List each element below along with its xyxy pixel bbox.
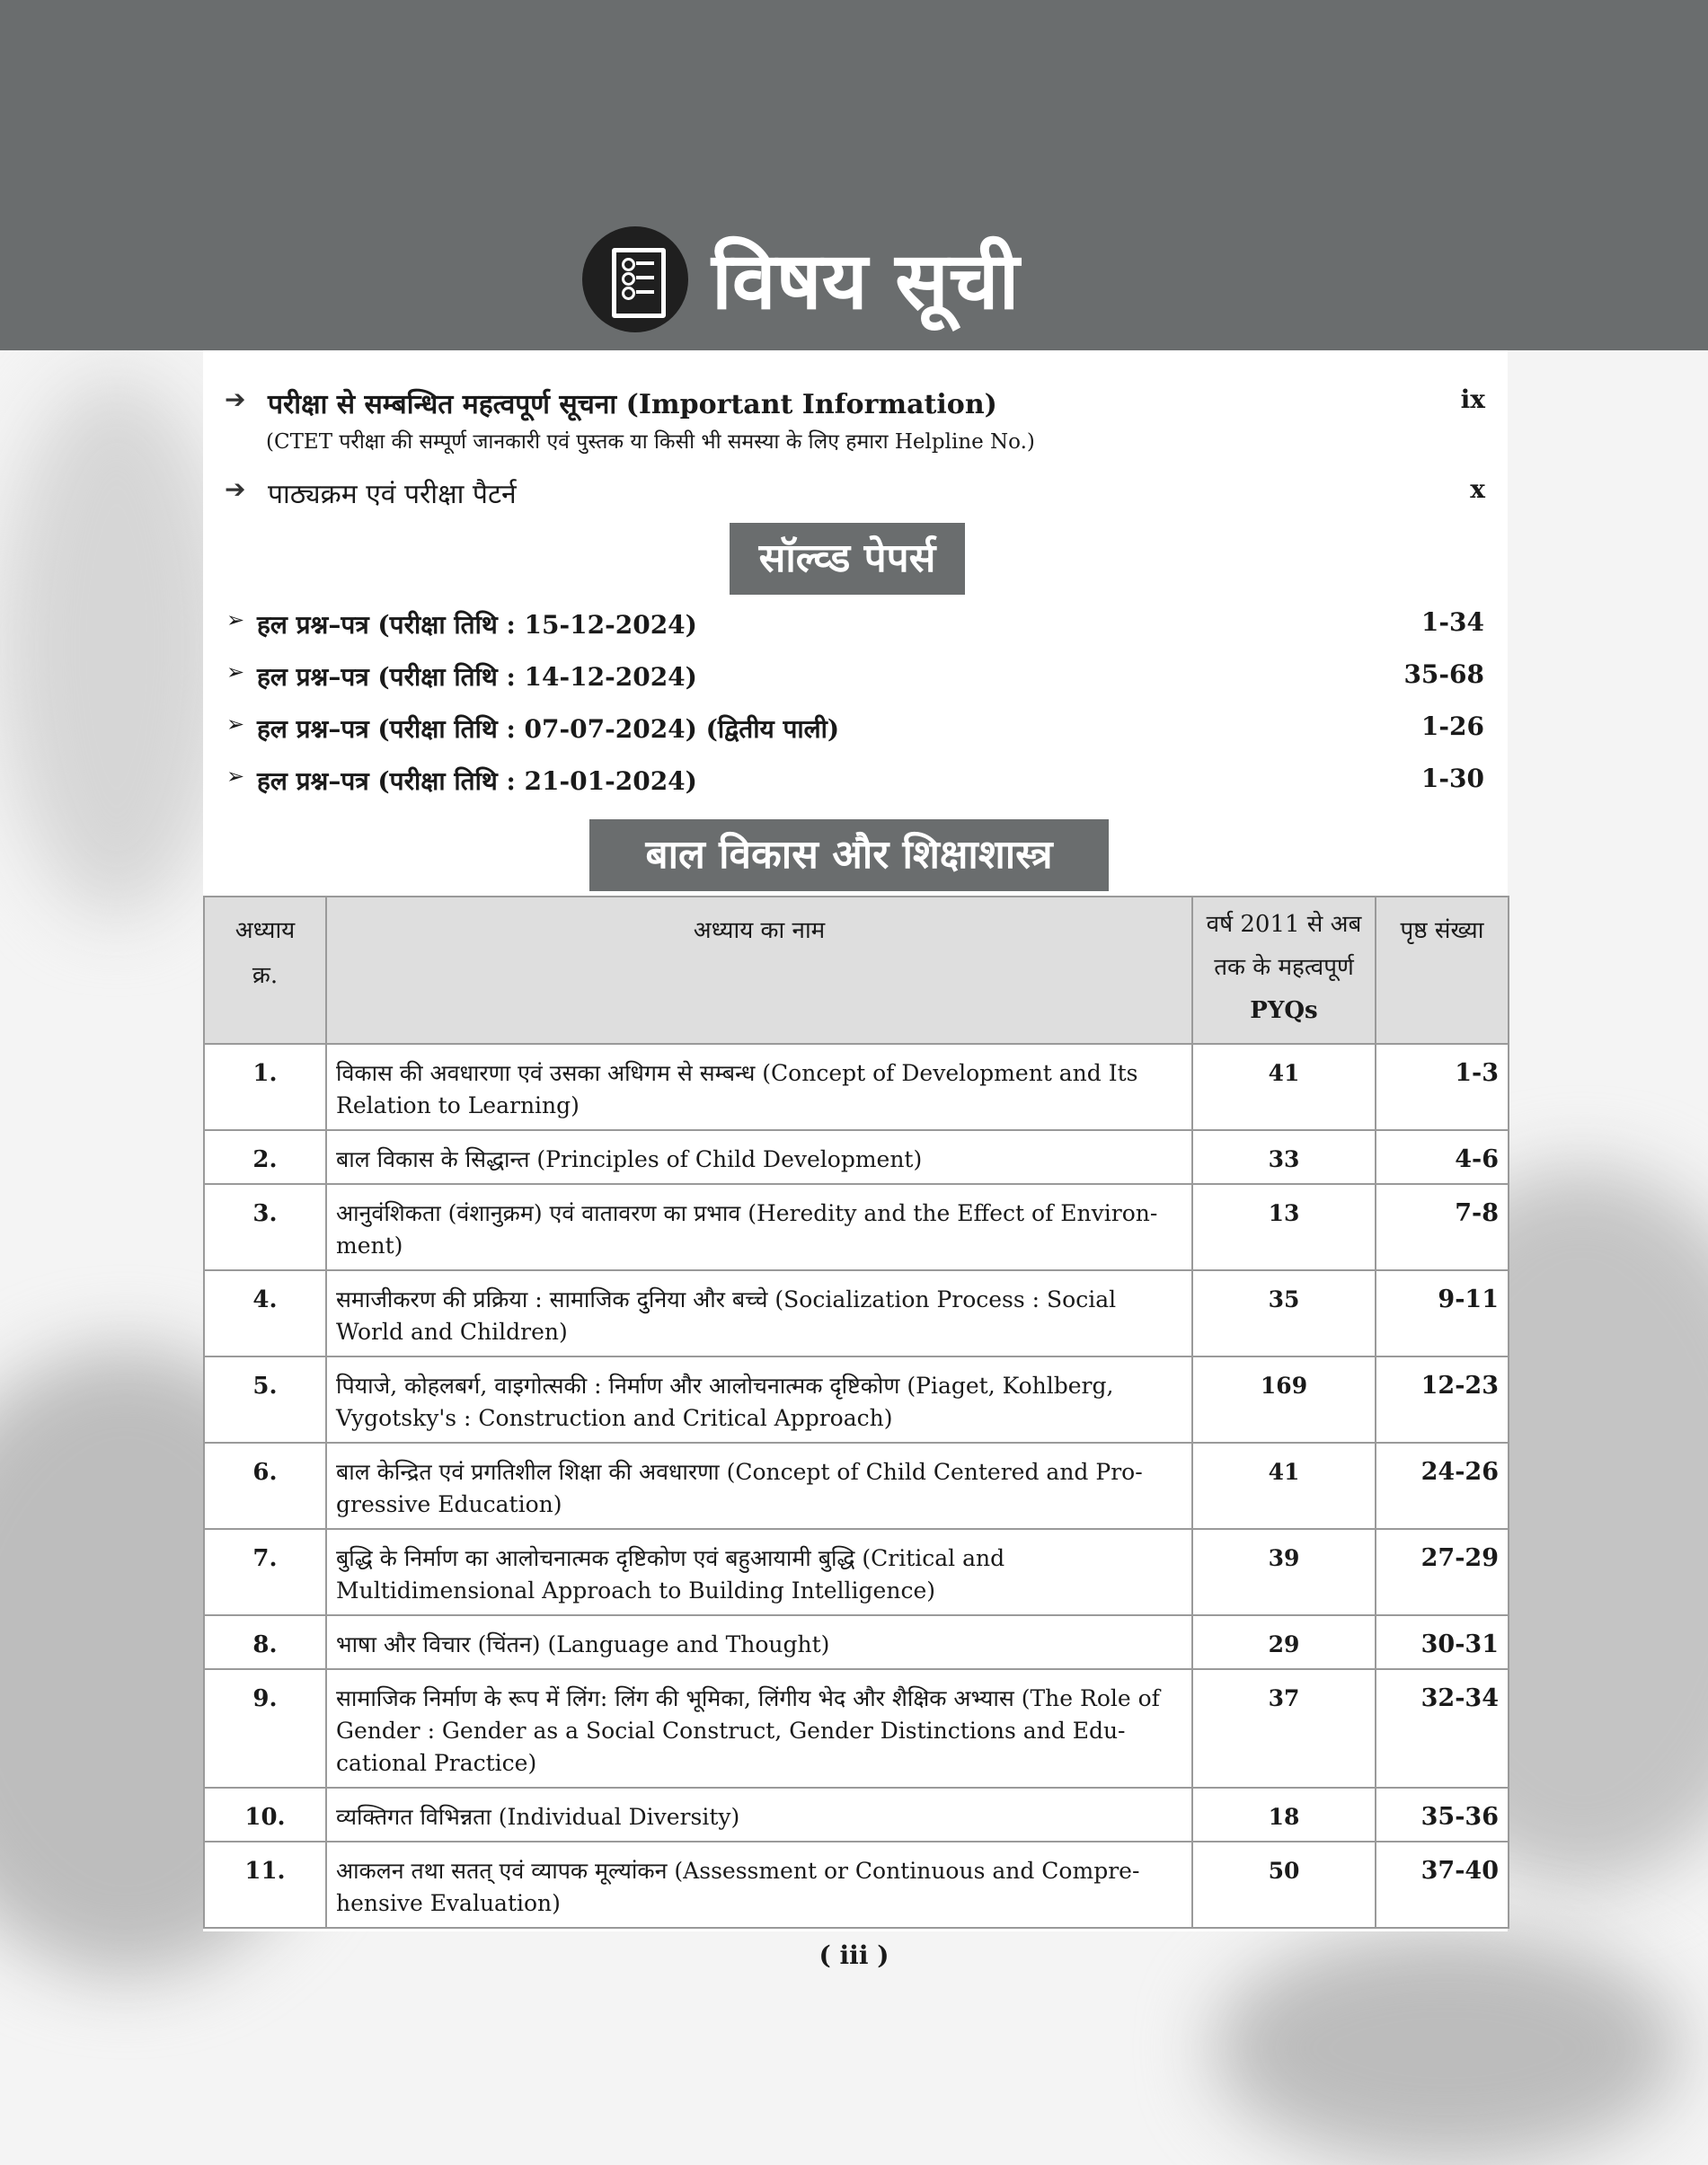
chapter-page: 37-40 xyxy=(1376,1842,1509,1928)
chapter-name: भाषा और विचार (चिंतन) (Language and Thought) xyxy=(326,1615,1192,1669)
triangle-bullet-icon: ➢ xyxy=(226,659,245,685)
chapter-name: समाजीकरण की प्रक्रिया : सामाजिक दुनिया और बच्चे (Socialization Process : Social World and Children) xyxy=(326,1270,1192,1356)
table-header-row xyxy=(204,897,1509,1044)
chapter-page: 9-11 xyxy=(1376,1270,1509,1356)
section-heading: बाल विकास और शिक्षाशास्त्र xyxy=(589,819,1109,891)
info-item-title: परीक्षा से सम्बन्धित महत्वपूर्ण सूचना (Important Information) xyxy=(268,389,997,420)
chapter-page: 30-31 xyxy=(1376,1615,1509,1669)
chapter-pyqs: 41 xyxy=(1192,1044,1376,1130)
chapter-pyqs: 37 xyxy=(1192,1669,1376,1788)
chapter-number: 5. xyxy=(204,1356,326,1443)
chapter-number: 1. xyxy=(204,1044,326,1130)
chapter-page: 35-36 xyxy=(1376,1788,1509,1842)
chapter-number: 6. xyxy=(204,1443,326,1529)
solved-paper-label: हल प्रश्न–पत्र (परीक्षा तिथि : 21-01-2024) xyxy=(257,766,697,796)
chapter-number: 11. xyxy=(204,1842,326,1928)
table-row[interactable] xyxy=(204,1184,1509,1270)
solved-paper-item[interactable] xyxy=(223,764,1484,807)
table-row[interactable] xyxy=(204,1130,1509,1184)
chapter-name: आकलन तथा सतत् एवं व्यापक मूल्यांकन (Assessment or Continuous and Compre-hensive Evaluation) xyxy=(326,1842,1192,1928)
chapter-number: 3. xyxy=(204,1184,326,1270)
solved-paper-item[interactable] xyxy=(223,607,1484,650)
chapter-number: 2. xyxy=(204,1130,326,1184)
info-item-subtitle: (CTET परीक्षा की सम्पूर्ण जानकारी एवं पुस्तक या किसी भी समस्या के लिए हमारा Helpline No.) xyxy=(266,430,1035,454)
solved-paper-page: 1-26 xyxy=(1420,711,1484,741)
chapter-name: व्यक्तिगत विभिन्नता (Individual Diversity) xyxy=(326,1788,1192,1842)
solved-paper-item[interactable] xyxy=(223,711,1484,755)
solved-paper-page: 35-68 xyxy=(1403,659,1484,689)
solved-paper-page: 1-34 xyxy=(1420,607,1484,637)
chapter-pyqs: 33 xyxy=(1192,1130,1376,1184)
chapter-pyqs: 39 xyxy=(1192,1529,1376,1615)
chapter-pyqs: 18 xyxy=(1192,1788,1376,1842)
chapter-pyqs: 35 xyxy=(1192,1270,1376,1356)
column-header-name: अध्याय का नाम xyxy=(326,897,1192,1044)
solved-paper-label: हल प्रश्न–पत्र (परीक्षा तिथि : 15-12-2024) xyxy=(257,610,697,640)
chapter-pyqs: 50 xyxy=(1192,1842,1376,1928)
chapter-pyqs: 13 xyxy=(1192,1184,1376,1270)
page-title: विषय सूची xyxy=(712,234,1020,327)
page-number: ( iii ) xyxy=(819,1940,889,1970)
arrow-right-icon: ➔ xyxy=(225,384,246,414)
table-row[interactable] xyxy=(204,1842,1509,1928)
column-header-line: PYQs xyxy=(1250,997,1318,1024)
chapter-page: 32-34 xyxy=(1376,1669,1509,1788)
arrow-right-icon: ➔ xyxy=(225,474,246,504)
chapter-pyqs: 29 xyxy=(1192,1615,1376,1669)
chapter-name: विकास की अवधारणा एवं उसका अधिगम से सम्बन्ध (Concept of Development and Its Relation to Learning) xyxy=(326,1044,1192,1130)
chapter-number: 9. xyxy=(204,1669,326,1788)
chapter-pyqs: 169 xyxy=(1192,1356,1376,1443)
checklist-icon xyxy=(582,226,688,332)
chapter-name: आनुवंशिकता (वंशानुक्रम) एवं वातावरण का प्रभाव (Heredity and the Effect of Environ-ment) xyxy=(326,1184,1192,1270)
chapter-name: बाल विकास के सिद्धान्त (Principles of Child Development) xyxy=(326,1130,1192,1184)
column-header-pyqs xyxy=(1192,897,1376,1044)
table-row[interactable] xyxy=(204,1443,1509,1529)
triangle-bullet-icon: ➢ xyxy=(226,711,245,737)
table-row[interactable] xyxy=(204,1044,1509,1130)
table-row[interactable] xyxy=(204,1356,1509,1443)
chapter-number: 4. xyxy=(204,1270,326,1356)
chapter-table xyxy=(203,896,1509,1929)
chapter-number: 8. xyxy=(204,1615,326,1669)
column-header-line: क्र. xyxy=(252,962,279,989)
solved-paper-page: 1-30 xyxy=(1420,764,1484,793)
table-row[interactable] xyxy=(204,1615,1509,1669)
chapter-page: 7-8 xyxy=(1376,1184,1509,1270)
table-row[interactable] xyxy=(204,1788,1509,1842)
column-header-line: तक के महत्वपूर्ण xyxy=(1214,954,1354,981)
background-shade xyxy=(0,377,234,916)
chapter-page: 12-23 xyxy=(1376,1356,1509,1443)
chapter-page: 27-29 xyxy=(1376,1529,1509,1615)
table-row[interactable] xyxy=(204,1270,1509,1356)
column-header-page: पृष्ठ संख्या xyxy=(1376,897,1509,1044)
solved-papers-heading: सॉल्व्ड पेपर्स xyxy=(730,523,965,595)
chapter-number: 7. xyxy=(204,1529,326,1615)
solved-paper-label: हल प्रश्न–पत्र (परीक्षा तिथि : 14-12-2024) xyxy=(257,662,697,692)
solved-paper-label: हल प्रश्न–पत्र (परीक्षा तिथि : 07-07-2024) (द्वितीय पाली) xyxy=(257,714,840,744)
info-item-title: पाठ्यक्रम एवं परीक्षा पैटर्न xyxy=(268,479,517,510)
chapter-page: 4-6 xyxy=(1376,1130,1509,1184)
triangle-bullet-icon: ➢ xyxy=(226,764,245,789)
column-header-line: वर्ष 2011 से अब xyxy=(1206,911,1362,938)
column-header-line: अध्याय xyxy=(235,917,296,944)
chapter-page: 1-3 xyxy=(1376,1044,1509,1130)
chapter-name: बुद्धि के निर्माण का आलोचनात्मक दृष्टिकोण एवं बहुआयामी बुद्धि (Critical and Multidimensional Approach to Building Intelligence) xyxy=(326,1529,1192,1615)
chapter-page: 24-26 xyxy=(1376,1443,1509,1529)
table-row[interactable] xyxy=(204,1529,1509,1615)
info-item-page: x xyxy=(1470,474,1485,504)
info-item-page: ix xyxy=(1460,384,1485,414)
chapter-name: पियाजे, कोहलबर्ग, वाइगोत्सकी : निर्माण और आलोचनात्मक दृष्टिकोण (Piaget, Kohlberg, Vygotsky's : Construction and Critical Approach) xyxy=(326,1356,1192,1443)
triangle-bullet-icon: ➢ xyxy=(226,607,245,632)
table-row[interactable] xyxy=(204,1669,1509,1788)
info-item[interactable] xyxy=(225,474,1485,519)
chapter-name: सामाजिक निर्माण के रूप में लिंग: लिंग की भूमिका, लिंगीय भेद और शैक्षिक अभ्यास (The Role of Gender : Gender as a Social Construct, Gender Distinctions and Edu-cational Practice) xyxy=(326,1669,1192,1788)
chapter-number: 10. xyxy=(204,1788,326,1842)
info-item[interactable] xyxy=(225,384,1485,456)
column-header-number xyxy=(204,897,326,1044)
chapter-name: बाल केन्द्रित एवं प्रगतिशील शिक्षा की अवधारणा (Concept of Child Centered and Pro-gressive Education) xyxy=(326,1443,1192,1529)
solved-paper-item[interactable] xyxy=(223,659,1484,703)
chapter-pyqs: 41 xyxy=(1192,1443,1376,1529)
